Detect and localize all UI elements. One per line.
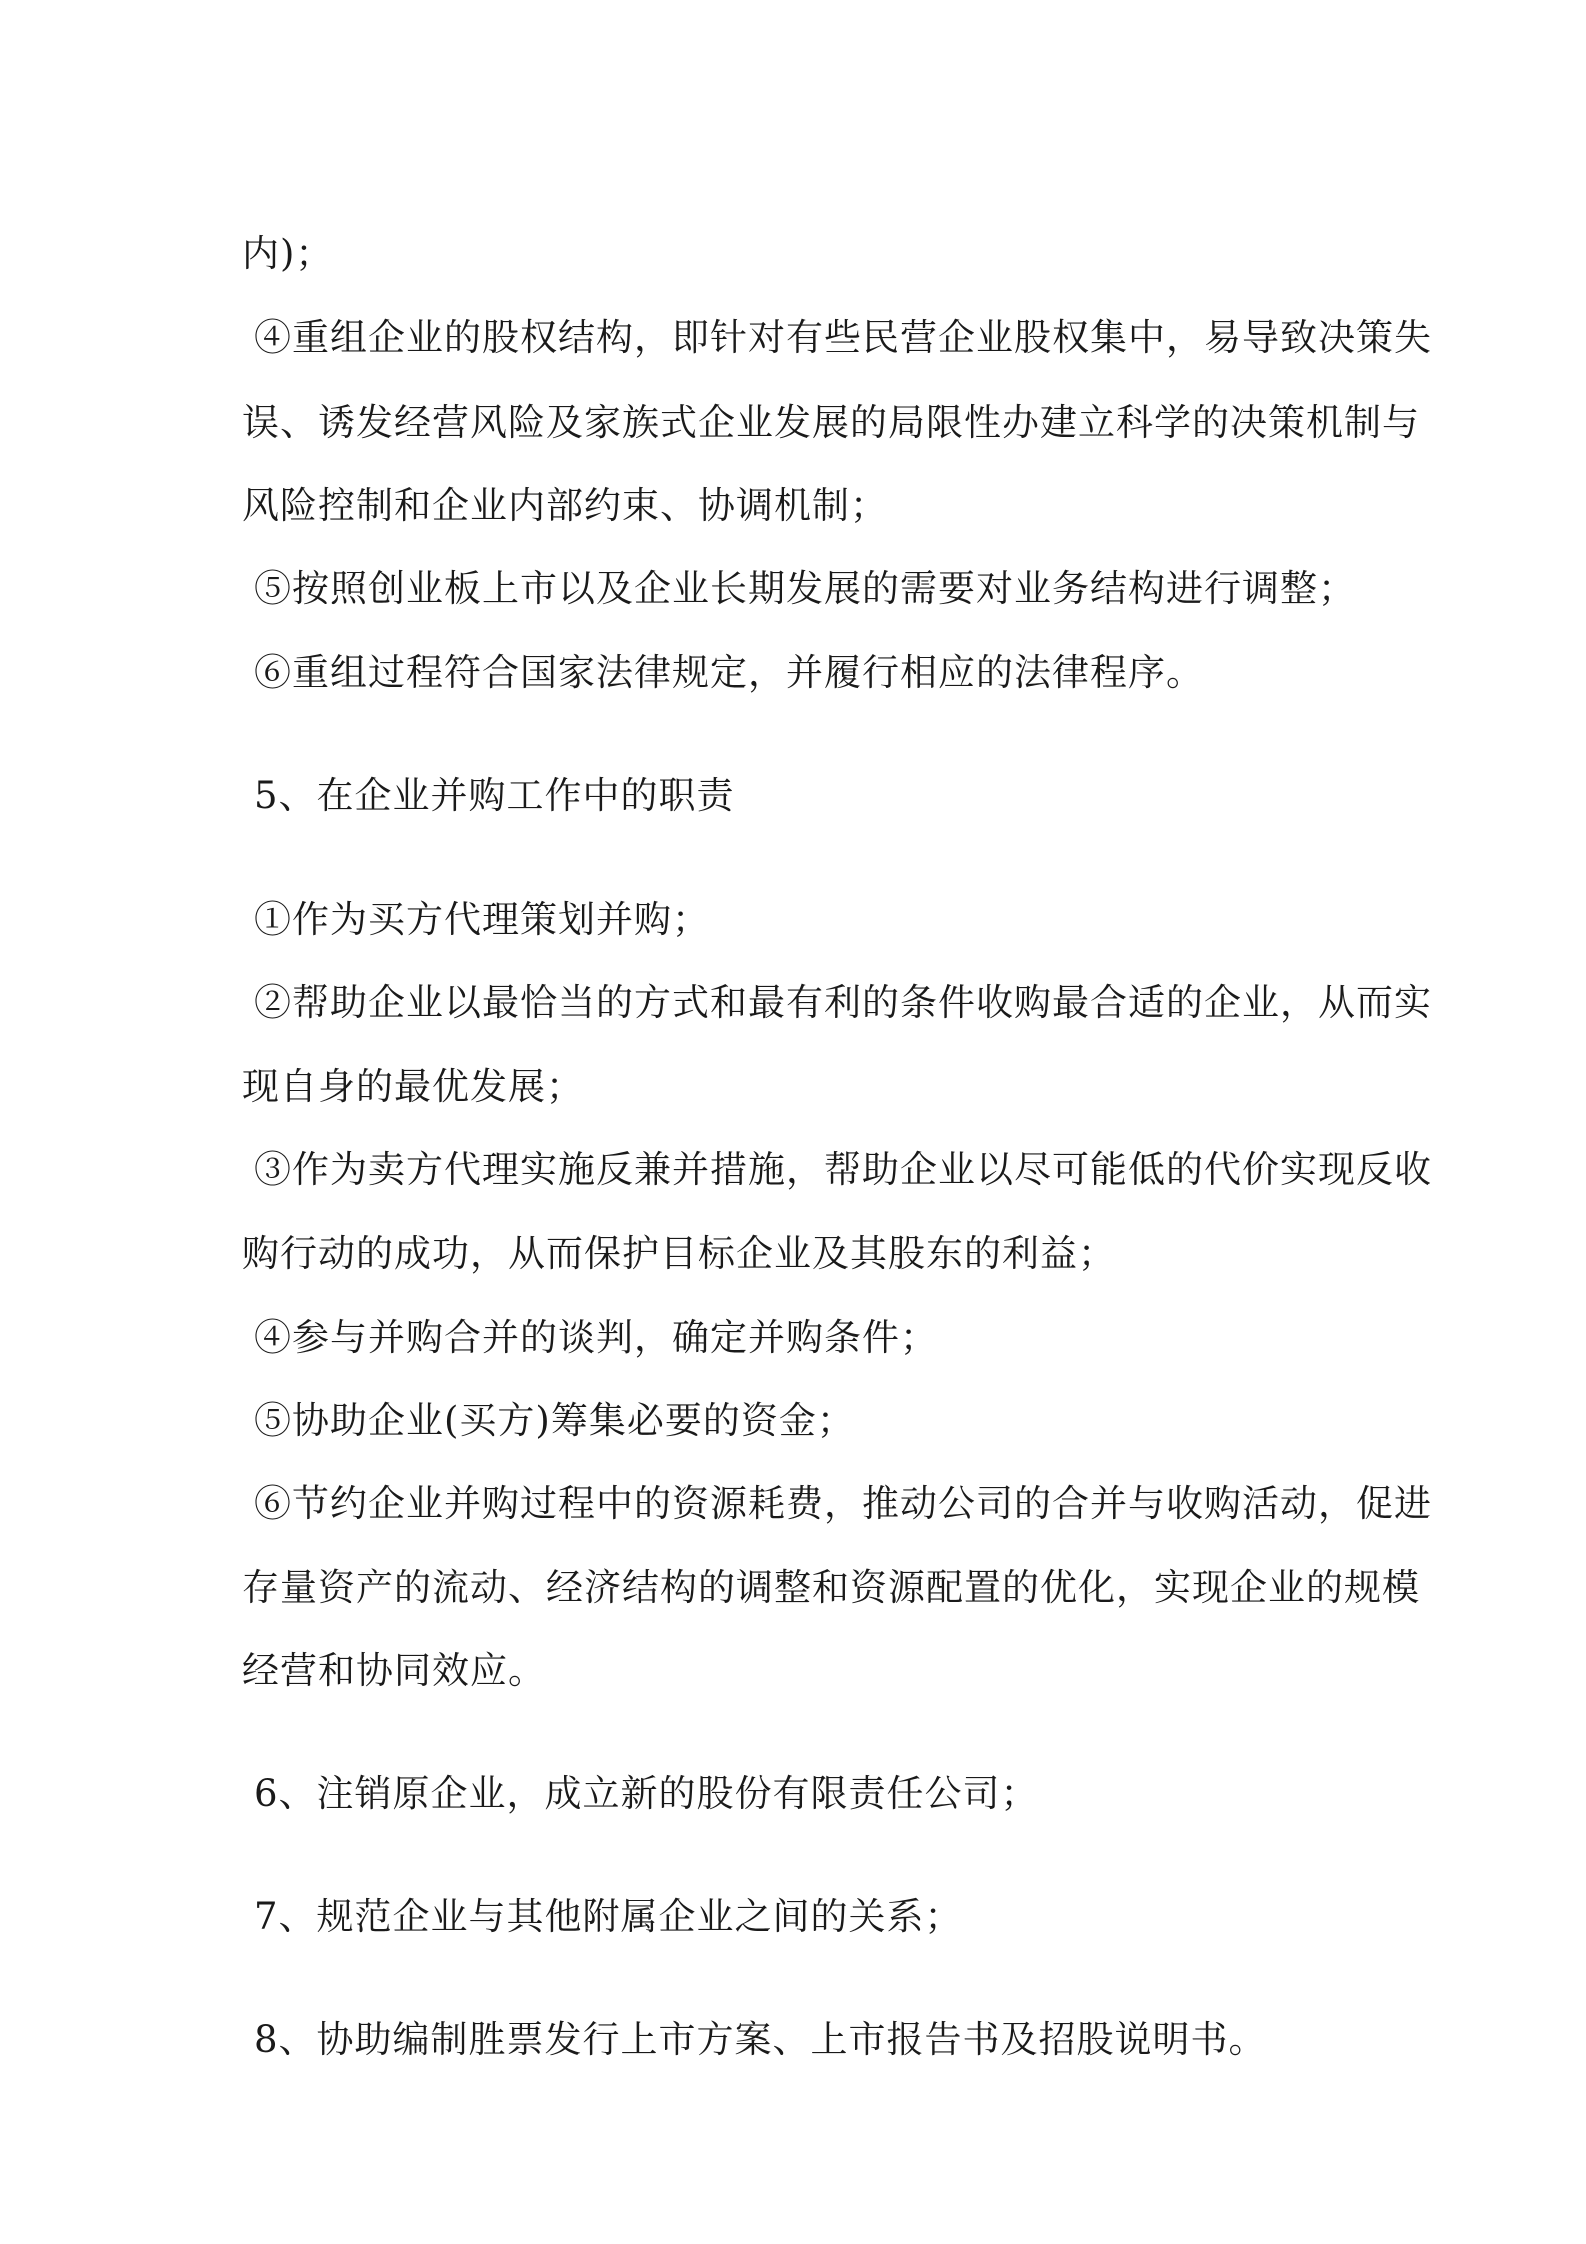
section-heading: 5、在企业并购工作中的职责	[254, 774, 735, 817]
text-line: ②帮助企业以最恰当的方式和最有利的条件收购最合适的企业，从而实	[254, 981, 1432, 1024]
text-line: 现自身的最优发展；	[242, 1065, 584, 1108]
text-line: 内)；	[242, 232, 334, 275]
text-line: 存量资产的流动、经济结构的调整和资源配置的优化，实现企业的规模	[242, 1566, 1420, 1609]
text-line: ⑤协助企业(买方)筹集必要的资金；	[254, 1399, 855, 1442]
text-line: ④参与并购合并的谈判，确定并购条件；	[254, 1316, 938, 1359]
text-line: ⑤按照创业板上市以及企业长期发展的需要对业务结构进行调整；	[254, 567, 1356, 610]
section-heading: 8、协助编制胜票发行上市方案、上市报告书及招股说明书。	[254, 2018, 1267, 2061]
text-line: ①作为买方代理策划并购；	[254, 898, 710, 941]
text-line: ⑥节约企业并购过程中的资源耗费，推动公司的合并与收购活动，促进	[254, 1482, 1432, 1525]
text-line: 购行动的成功，从而保护目标企业及其股东的利益；	[242, 1232, 1116, 1275]
text-line: ⑥重组过程符合国家法律规定，并履行相应的法律程序。	[254, 651, 1204, 694]
section-heading: 6、注销原企业，成立新的股份有限责任公司；	[254, 1772, 1039, 1815]
text-line: ④重组企业的股权结构，即针对有些民营企业股权集中，易导致决策失	[254, 316, 1432, 359]
text-line: ③作为卖方代理实施反兼并措施，帮助企业以尽可能低的代价实现反收	[254, 1148, 1432, 1191]
section-heading: 7、规范企业与其他附属企业之间的关系；	[254, 1895, 963, 1938]
text-line: 误、诱发经营风险及家族式企业发展的局限性办建立科学的决策机制与	[242, 401, 1420, 444]
text-line: 经营和协同效应。	[242, 1649, 546, 1692]
text-line: 风险控制和企业内部约束、协调机制；	[242, 484, 888, 527]
